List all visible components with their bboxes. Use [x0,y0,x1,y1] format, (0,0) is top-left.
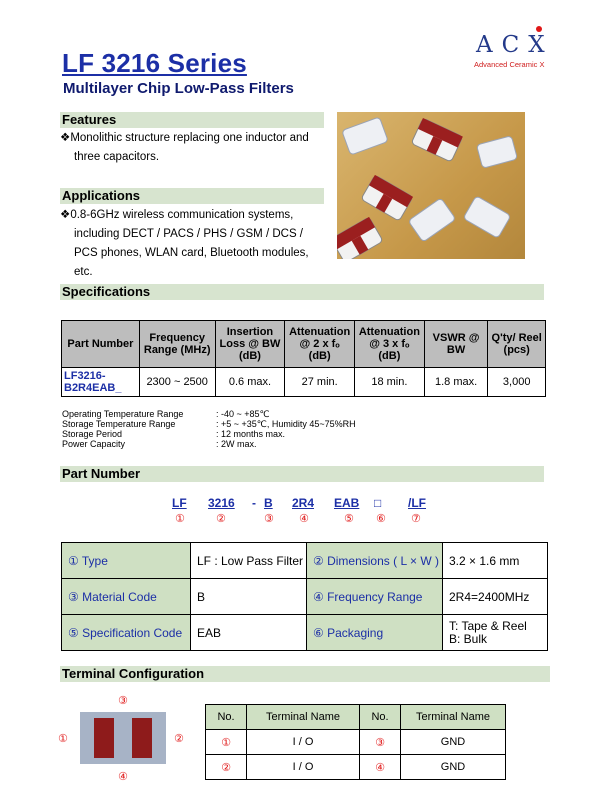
product-photo [337,112,525,259]
condition-label: Storage Temperature Range [62,419,176,429]
features-line: three capacitors. [74,151,160,163]
terminal-cell: I / O [247,755,360,780]
condition-label: Operating Temperature Range [62,409,184,419]
conditions-list [62,409,442,449]
condition-label: Storage Period [62,429,123,439]
pn-value-cell [443,615,548,651]
pn-value-cell: 2R4=2400MHz [443,579,548,615]
pn-circle: ② [216,513,226,525]
condition-value: : 12 months max. [216,429,286,439]
chip-photo-graphic [337,112,525,259]
spec-header: Part Number [62,321,140,368]
terminal-label-3: ③ [118,695,128,707]
spec-cell: 3,000 [488,368,546,397]
logo-text: ACX [476,32,554,58]
spec-header: Insertion Loss @ BW (dB) [215,321,285,368]
spec-header: Frequency Range (MHz) [139,321,215,368]
applications-line: PCS phones, WLAN card, Bluetooth modules, [74,247,309,259]
part-number-code [168,496,438,526]
pn-value-cell: EAB [191,615,307,651]
company-logo [472,26,562,70]
condition-value: : +5 ~ +35℃, Humidity 45~75%RH [216,419,356,429]
spec-header: Attenuation @ 2 x fₒ (dB) [285,321,355,368]
terminal-header-row [206,705,506,730]
pn-circle: ⑥ [376,513,386,525]
terminal-cell: ① [206,730,247,755]
pn-box-icon: □ [374,496,382,510]
logo-subtext: Advanced Ceramic X [474,60,545,69]
table-row [62,579,548,615]
pn-segment: LF [172,496,187,510]
spec-header: Attenuation @ 3 x fₒ (dB) [355,321,425,368]
terminal-header: No. [206,705,247,730]
spec-header: VSWR @ BW [424,321,488,368]
spec-header: Q'ty/ Reel (pcs) [488,321,546,368]
specifications-table [61,320,546,397]
spec-cell: 0.6 max. [215,368,285,397]
pn-label-cell: ⑥ Packaging [307,615,443,651]
table-row [206,730,506,755]
pn-label-cell: ③ Material Code [62,579,191,615]
terminal-diagram [56,694,192,786]
pn-label-cell: ④ Frequency Range [307,579,443,615]
applications-heading: Applications [60,188,324,204]
condition-value: : -40 ~ +85℃ [216,409,270,419]
page-title: LF 3216 Series [62,48,247,78]
pn-segment: 2R4 [292,496,315,510]
specifications-heading: Specifications [60,284,544,300]
logo-dot-icon [536,26,542,32]
table-row [62,615,548,651]
pn-circle: ⑦ [411,513,421,525]
pn-label-cell: ② Dimensions ( L × W ) [307,543,443,579]
condition-value: : 2W max. [216,439,257,449]
pn-value-cell: 3.2 × 1.6 mm [443,543,548,579]
terminal-table [205,704,506,780]
applications-line: including DECT / PACS / PHS / GSM / DCS / [74,228,304,240]
terminal-header: No. [360,705,401,730]
list-item [62,419,442,429]
pn-segment: 3216 [208,496,235,510]
pn-segment: B [264,496,273,510]
terminal-cell: ③ [360,730,401,755]
condition-label: Power Capacity [62,439,126,449]
packaging-option: B: Bulk [449,631,488,646]
terminal-heading: Terminal Configuration [60,666,550,682]
terminal-label-4: ④ [118,771,128,783]
pn-circle: ④ [299,513,309,525]
pn-circle: ① [175,513,185,525]
pn-circle: ⑤ [344,513,354,525]
applications-line: 0.8-6GHz wireless communication systems, [70,209,294,221]
terminal-cell: ④ [360,755,401,780]
pn-circle: ③ [264,513,274,525]
spec-header-row [62,321,546,368]
bullet-icon: ❖ [60,132,71,144]
pn-segment: /LF [408,496,426,510]
spec-cell: 18 min. [355,368,425,397]
table-row [62,368,546,397]
terminal-cell: GND [401,730,506,755]
pn-value-cell: LF : Low Pass Filter [191,543,307,579]
features-text [62,129,332,167]
part-number-table [61,542,548,651]
pn-label-cell: ① Type [62,543,191,579]
spec-cell: 2300 ~ 2500 [139,368,215,397]
applications-text [62,206,332,282]
terminal-cell: I / O [247,730,360,755]
terminal-header: Terminal Name [401,705,506,730]
pn-segment: EAB [334,496,360,510]
terminal-cell: GND [401,755,506,780]
spec-cell: 1.8 max. [424,368,488,397]
spec-part-number: LF3216-B2R4EAB_ [62,368,140,397]
applications-line: etc. [74,266,93,278]
spec-cell: 27 min. [285,368,355,397]
pn-segment: - [252,496,256,510]
terminal-cell: ② [206,755,247,780]
features-heading: Features [60,112,324,128]
list-item [62,429,442,439]
bullet-icon: ❖ [60,209,71,221]
list-item [62,409,442,419]
table-row [62,543,548,579]
list-item [62,439,442,449]
terminal-label-1: ① [58,733,68,745]
features-line: Monolithic structure replacing one inductor and [70,132,309,144]
page-subtitle: Multilayer Chip Low-Pass Filters [63,80,294,97]
terminal-label-2: ② [174,733,184,745]
pn-value-cell: B [191,579,307,615]
part-number-heading: Part Number [60,466,544,482]
pn-label-cell: ⑤ Specification Code [62,615,191,651]
packaging-option: T: Tape & Reel [449,618,527,633]
terminal-header: Terminal Name [247,705,360,730]
table-row [206,755,506,780]
